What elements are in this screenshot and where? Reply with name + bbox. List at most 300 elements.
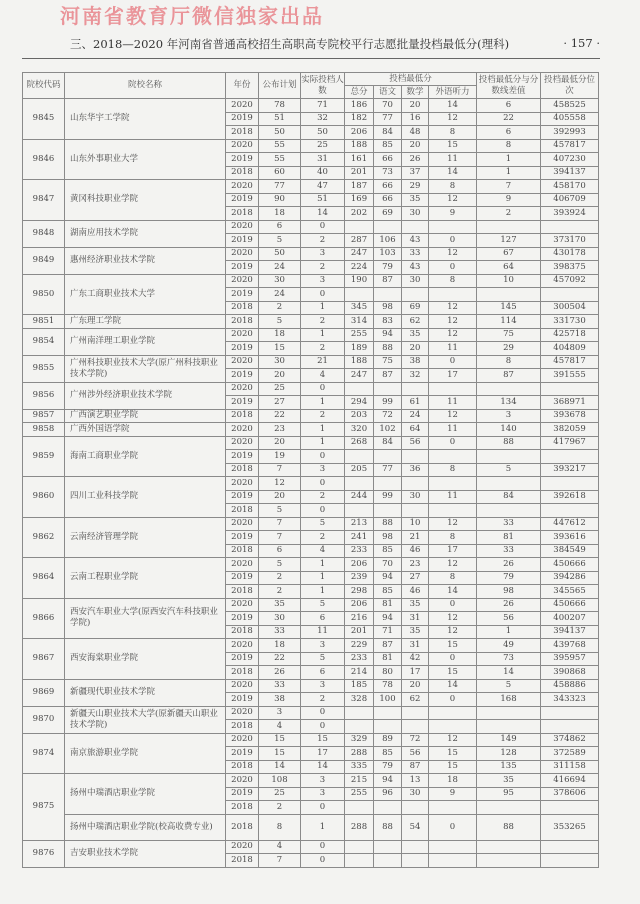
actual-cell: 51 — [301, 193, 345, 207]
chinese-score-cell: 87 — [374, 369, 402, 383]
total-score-cell: 294 — [345, 396, 374, 410]
rank-cell — [541, 706, 599, 720]
page-header — [70, 36, 600, 52]
school-code: 9876 — [23, 840, 65, 867]
foreign-score-cell: 15 — [429, 666, 477, 680]
score-diff-cell: 1 — [477, 166, 541, 180]
actual-cell: 4 — [301, 544, 345, 558]
total-score-cell: 201 — [345, 166, 374, 180]
total-score-cell: 215 — [345, 774, 374, 788]
math-score-cell: 62 — [402, 315, 429, 329]
score-diff-cell: 88 — [477, 436, 541, 450]
math-score-cell: 33 — [402, 247, 429, 261]
chinese-score-cell: 98 — [374, 301, 402, 315]
total-score-cell: 188 — [345, 355, 374, 369]
actual-cell: 0 — [301, 450, 345, 464]
rank-cell: 407230 — [541, 153, 599, 167]
year-cell: 2018 — [226, 463, 259, 477]
math-score-cell: 69 — [402, 301, 429, 315]
foreign-score-cell: 17 — [429, 369, 477, 383]
school-name: 广西外国语学院 — [65, 423, 226, 437]
plan-cell: 15 — [259, 342, 301, 356]
year-cell: 2020 — [226, 840, 259, 854]
foreign-score-cell — [429, 840, 477, 854]
total-score-cell: 244 — [345, 490, 374, 504]
rank-cell: 392618 — [541, 490, 599, 504]
year-cell: 2018 — [226, 207, 259, 221]
table-row — [23, 382, 599, 396]
rank-cell: 373170 — [541, 234, 599, 248]
math-score-cell — [402, 477, 429, 491]
foreign-score-cell — [429, 706, 477, 720]
school-code: 9874 — [23, 733, 65, 774]
table-body — [23, 99, 599, 868]
math-score-cell: 46 — [402, 544, 429, 558]
chinese-score-cell: 79 — [374, 261, 402, 275]
chinese-score-cell — [374, 450, 402, 464]
plan-cell: 20 — [259, 490, 301, 504]
score-diff-cell: 9 — [477, 193, 541, 207]
math-score-cell — [402, 840, 429, 854]
foreign-score-cell: 11 — [429, 153, 477, 167]
year-cell: 2020 — [226, 733, 259, 747]
rank-cell: 331730 — [541, 315, 599, 329]
math-score-cell: 26 — [402, 153, 429, 167]
school-code: 9857 — [23, 409, 65, 423]
rank-cell: 450666 — [541, 598, 599, 612]
math-score-cell: 62 — [402, 693, 429, 707]
foreign-score-cell: 0 — [429, 652, 477, 666]
math-score-cell: 30 — [402, 207, 429, 221]
math-score-cell: 37 — [402, 166, 429, 180]
chinese-score-cell: 85 — [374, 585, 402, 599]
score-diff-cell: 79 — [477, 571, 541, 585]
school-code: 9862 — [23, 517, 65, 558]
plan-cell: 55 — [259, 139, 301, 153]
rank-cell: 457817 — [541, 355, 599, 369]
rank-cell: 458525 — [541, 99, 599, 113]
year-cell: 2019 — [226, 612, 259, 626]
school-name: 广州科技职业技术大学(原广州科技职业技术学院) — [65, 355, 226, 382]
score-diff-cell: 7 — [477, 180, 541, 194]
actual-cell: 1 — [301, 558, 345, 572]
year-cell: 2019 — [226, 261, 259, 275]
total-score-cell: 298 — [345, 585, 374, 599]
chinese-score-cell: 102 — [374, 423, 402, 437]
actual-cell: 0 — [301, 801, 345, 815]
plan-cell: 19 — [259, 450, 301, 464]
school-code: 9847 — [23, 180, 65, 221]
table-row — [23, 180, 599, 194]
actual-cell: 1 — [301, 436, 345, 450]
total-score-cell: 201 — [345, 625, 374, 639]
foreign-score-cell: 12 — [429, 517, 477, 531]
year-cell: 2019 — [226, 450, 259, 464]
rank-cell: 393924 — [541, 207, 599, 221]
foreign-score-cell: 14 — [429, 679, 477, 693]
plan-cell: 5 — [259, 504, 301, 518]
year-cell: 2020 — [226, 477, 259, 491]
total-score-cell: 247 — [345, 369, 374, 383]
actual-cell: 4 — [301, 369, 345, 383]
score-diff-cell: 2 — [477, 207, 541, 221]
year-cell: 2018 — [226, 666, 259, 680]
chinese-score-cell: 70 — [374, 99, 402, 113]
school-name: 云南经济管理学院 — [65, 517, 226, 558]
school-code: 9855 — [23, 355, 65, 382]
foreign-score-cell: 12 — [429, 328, 477, 342]
table-row — [23, 558, 599, 572]
table-row — [23, 840, 599, 854]
total-score-cell: 233 — [345, 652, 374, 666]
rank-cell: 406709 — [541, 193, 599, 207]
math-score-cell: 32 — [402, 369, 429, 383]
actual-cell: 0 — [301, 288, 345, 302]
year-cell: 2018 — [226, 301, 259, 315]
math-score-cell: 35 — [402, 598, 429, 612]
table-row — [23, 247, 599, 261]
chinese-score-cell — [374, 382, 402, 396]
total-score-cell — [345, 288, 374, 302]
score-diff-cell: 140 — [477, 423, 541, 437]
chinese-score-cell: 70 — [374, 558, 402, 572]
school-name: 西安海棠职业学院 — [65, 639, 226, 680]
score-diff-cell: 22 — [477, 112, 541, 126]
total-score-cell: 188 — [345, 139, 374, 153]
chinese-score-cell: 84 — [374, 126, 402, 140]
rank-cell: 457092 — [541, 274, 599, 288]
foreign-score-cell: 12 — [429, 112, 477, 126]
year-cell: 2020 — [226, 774, 259, 788]
total-score-cell — [345, 706, 374, 720]
foreign-score-cell: 12 — [429, 315, 477, 329]
chinese-score-cell: 85 — [374, 747, 402, 761]
total-score-cell: 229 — [345, 639, 374, 653]
score-diff-cell: 8 — [477, 139, 541, 153]
actual-cell: 1 — [301, 814, 345, 840]
plan-cell: 18 — [259, 328, 301, 342]
year-cell: 2019 — [226, 747, 259, 761]
total-score-cell: 216 — [345, 612, 374, 626]
table-row — [23, 315, 599, 329]
score-diff-cell: 33 — [477, 517, 541, 531]
math-score-cell: 43 — [402, 234, 429, 248]
plan-cell: 23 — [259, 423, 301, 437]
chinese-score-cell: 103 — [374, 247, 402, 261]
actual-cell: 2 — [301, 315, 345, 329]
foreign-score-cell: 12 — [429, 409, 477, 423]
year-cell: 2018 — [226, 760, 259, 774]
chinese-score-cell: 94 — [374, 612, 402, 626]
school-code: 9875 — [23, 774, 65, 841]
school-code: 9869 — [23, 679, 65, 706]
score-diff-cell: 5 — [477, 463, 541, 477]
score-diff-cell: 5 — [477, 679, 541, 693]
actual-cell: 3 — [301, 463, 345, 477]
score-diff-cell: 135 — [477, 760, 541, 774]
rank-cell: 450666 — [541, 558, 599, 572]
total-score-cell: 345 — [345, 301, 374, 315]
total-score-cell: 169 — [345, 193, 374, 207]
year-cell: 2019 — [226, 288, 259, 302]
actual-cell: 0 — [301, 706, 345, 720]
actual-cell: 2 — [301, 693, 345, 707]
total-score-cell — [345, 840, 374, 854]
plan-cell: 22 — [259, 409, 301, 423]
plan-cell: 20 — [259, 436, 301, 450]
score-diff-cell — [477, 854, 541, 868]
school-name: 西安汽车职业大学(原西安汽车科技职业学院) — [65, 598, 226, 639]
math-score-cell: 61 — [402, 396, 429, 410]
score-diff-cell — [477, 840, 541, 854]
chinese-score-cell: 81 — [374, 652, 402, 666]
actual-cell: 6 — [301, 666, 345, 680]
rank-cell: 425718 — [541, 328, 599, 342]
year-cell: 2019 — [226, 112, 259, 126]
chinese-score-cell: 84 — [374, 436, 402, 450]
table-row — [23, 139, 599, 153]
rank-cell: 417967 — [541, 436, 599, 450]
total-score-cell: 202 — [345, 207, 374, 221]
school-code: 9846 — [23, 139, 65, 180]
score-diff-cell: 64 — [477, 261, 541, 275]
plan-cell: 5 — [259, 558, 301, 572]
foreign-score-cell: 12 — [429, 247, 477, 261]
rank-cell: 457817 — [541, 139, 599, 153]
foreign-score-cell: 9 — [429, 787, 477, 801]
rank-cell: 395957 — [541, 652, 599, 666]
col-plan: 公布计划 — [259, 73, 301, 99]
actual-cell: 14 — [301, 207, 345, 221]
foreign-score-cell: 8 — [429, 571, 477, 585]
school-name: 扬州中瑞酒店职业学院(校高收费专业) — [65, 814, 226, 840]
total-score-cell: 241 — [345, 531, 374, 545]
actual-cell: 71 — [301, 99, 345, 113]
foreign-score-cell: 12 — [429, 625, 477, 639]
score-diff-cell — [477, 450, 541, 464]
chinese-score-cell — [374, 220, 402, 234]
score-diff-cell: 56 — [477, 612, 541, 626]
plan-cell: 7 — [259, 463, 301, 477]
plan-cell: 4 — [259, 840, 301, 854]
actual-cell: 15 — [301, 733, 345, 747]
year-cell: 2018 — [226, 720, 259, 734]
table-row — [23, 814, 599, 840]
chinese-score-cell: 72 — [374, 409, 402, 423]
year-cell: 2020 — [226, 382, 259, 396]
score-diff-cell: 88 — [477, 814, 541, 840]
school-name: 山东华宇工学院 — [65, 99, 226, 140]
plan-cell: 50 — [259, 126, 301, 140]
rank-cell: 394137 — [541, 166, 599, 180]
chinese-score-cell: 73 — [374, 166, 402, 180]
actual-cell: 3 — [301, 774, 345, 788]
table-header — [23, 73, 599, 99]
score-diff-cell — [477, 801, 541, 815]
rank-cell: 394286 — [541, 571, 599, 585]
chinese-score-cell: 81 — [374, 598, 402, 612]
math-score-cell — [402, 801, 429, 815]
foreign-score-cell: 0 — [429, 598, 477, 612]
actual-cell: 25 — [301, 139, 345, 153]
col-actual: 实际投档人数 — [301, 73, 345, 99]
score-diff-cell: 75 — [477, 328, 541, 342]
plan-cell: 8 — [259, 814, 301, 840]
year-cell: 2018 — [226, 504, 259, 518]
table-row — [23, 477, 599, 491]
actual-cell: 0 — [301, 220, 345, 234]
col-min-score-group: 投档最低分 — [345, 73, 477, 86]
rank-cell — [541, 854, 599, 868]
plan-cell: 15 — [259, 747, 301, 761]
actual-cell: 1 — [301, 328, 345, 342]
plan-cell: 3 — [259, 706, 301, 720]
math-score-cell: 10 — [402, 517, 429, 531]
chinese-score-cell: 89 — [374, 733, 402, 747]
actual-cell: 6 — [301, 612, 345, 626]
school-name: 广西演艺职业学院 — [65, 409, 226, 423]
foreign-score-cell — [429, 220, 477, 234]
actual-cell: 1 — [301, 301, 345, 315]
score-diff-cell: 127 — [477, 234, 541, 248]
rank-cell: 374862 — [541, 733, 599, 747]
foreign-score-cell: 0 — [429, 234, 477, 248]
table-row — [23, 99, 599, 113]
school-name: 南京旅游职业学院 — [65, 733, 226, 774]
rank-cell: 390868 — [541, 666, 599, 680]
score-diff-cell: 134 — [477, 396, 541, 410]
plan-cell: 77 — [259, 180, 301, 194]
year-cell: 2020 — [226, 558, 259, 572]
foreign-score-cell: 9 — [429, 207, 477, 221]
table-row — [23, 355, 599, 369]
score-diff-cell: 1 — [477, 153, 541, 167]
plan-cell: 4 — [259, 720, 301, 734]
year-cell: 2019 — [226, 693, 259, 707]
plan-cell: 55 — [259, 153, 301, 167]
actual-cell: 1 — [301, 423, 345, 437]
school-name: 湖南应用技术学院 — [65, 220, 226, 247]
rank-cell: 300504 — [541, 301, 599, 315]
score-diff-cell: 10 — [477, 274, 541, 288]
chinese-score-cell: 100 — [374, 693, 402, 707]
rank-cell: 394137 — [541, 625, 599, 639]
actual-cell: 0 — [301, 854, 345, 868]
foreign-score-cell: 11 — [429, 396, 477, 410]
score-diff-cell: 49 — [477, 639, 541, 653]
total-score-cell: 239 — [345, 571, 374, 585]
math-score-cell: 20 — [402, 679, 429, 693]
total-score-cell: 185 — [345, 679, 374, 693]
rank-cell — [541, 450, 599, 464]
chinese-score-cell: 83 — [374, 315, 402, 329]
foreign-score-cell: 12 — [429, 301, 477, 315]
math-score-cell: 64 — [402, 423, 429, 437]
math-score-cell: 72 — [402, 733, 429, 747]
school-code: 9858 — [23, 423, 65, 437]
school-name: 惠州经济职业技术学院 — [65, 247, 226, 274]
plan-cell: 6 — [259, 544, 301, 558]
year-cell: 2019 — [226, 342, 259, 356]
plan-cell: 60 — [259, 166, 301, 180]
score-diff-cell: 168 — [477, 693, 541, 707]
actual-cell: 3 — [301, 639, 345, 653]
col-total: 总分 — [345, 86, 374, 99]
rank-cell: 384549 — [541, 544, 599, 558]
foreign-score-cell: 11 — [429, 490, 477, 504]
chinese-score-cell — [374, 288, 402, 302]
year-cell: 2020 — [226, 139, 259, 153]
year-cell: 2019 — [226, 153, 259, 167]
plan-cell: 24 — [259, 288, 301, 302]
year-cell: 2018 — [226, 315, 259, 329]
total-score-cell: 287 — [345, 234, 374, 248]
table-row — [23, 639, 599, 653]
rank-cell — [541, 504, 599, 518]
actual-cell: 2 — [301, 531, 345, 545]
plan-cell: 78 — [259, 99, 301, 113]
year-cell: 2018 — [226, 814, 259, 840]
year-cell: 2019 — [226, 193, 259, 207]
table-row — [23, 733, 599, 747]
year-cell: 2019 — [226, 652, 259, 666]
score-diff-cell: 29 — [477, 342, 541, 356]
total-score-cell: 247 — [345, 247, 374, 261]
foreign-score-cell — [429, 450, 477, 464]
foreign-score-cell — [429, 382, 477, 396]
total-score-cell: 255 — [345, 787, 374, 801]
school-name: 广州涉外经济职业技术学院 — [65, 382, 226, 409]
chinese-score-cell: 66 — [374, 193, 402, 207]
school-name: 山东外事职业大学 — [65, 139, 226, 180]
foreign-score-cell — [429, 288, 477, 302]
foreign-score-cell — [429, 477, 477, 491]
math-score-cell: 31 — [402, 612, 429, 626]
actual-cell: 14 — [301, 760, 345, 774]
total-score-cell: 213 — [345, 517, 374, 531]
actual-cell: 3 — [301, 787, 345, 801]
score-diff-cell: 14 — [477, 666, 541, 680]
year-cell: 2019 — [226, 396, 259, 410]
chinese-score-cell: 80 — [374, 666, 402, 680]
math-score-cell: 35 — [402, 625, 429, 639]
chinese-score-cell: 94 — [374, 571, 402, 585]
total-score-cell: 206 — [345, 558, 374, 572]
table-row — [23, 679, 599, 693]
total-score-cell: 314 — [345, 315, 374, 329]
actual-cell: 2 — [301, 234, 345, 248]
plan-cell: 18 — [259, 207, 301, 221]
chinese-score-cell: 66 — [374, 180, 402, 194]
year-cell: 2018 — [226, 625, 259, 639]
plan-cell: 33 — [259, 679, 301, 693]
plan-cell: 22 — [259, 652, 301, 666]
score-diff-cell: 3 — [477, 409, 541, 423]
total-score-cell — [345, 220, 374, 234]
table-row — [23, 774, 599, 788]
math-score-cell: 21 — [402, 531, 429, 545]
total-score-cell: 233 — [345, 544, 374, 558]
school-name: 广州南洋理工职业学院 — [65, 328, 226, 355]
plan-cell: 30 — [259, 612, 301, 626]
score-diff-cell — [477, 720, 541, 734]
total-score-cell: 288 — [345, 747, 374, 761]
chinese-score-cell: 94 — [374, 328, 402, 342]
plan-cell: 30 — [259, 355, 301, 369]
chinese-score-cell — [374, 720, 402, 734]
actual-cell: 2 — [301, 490, 345, 504]
rank-cell: 439768 — [541, 639, 599, 653]
